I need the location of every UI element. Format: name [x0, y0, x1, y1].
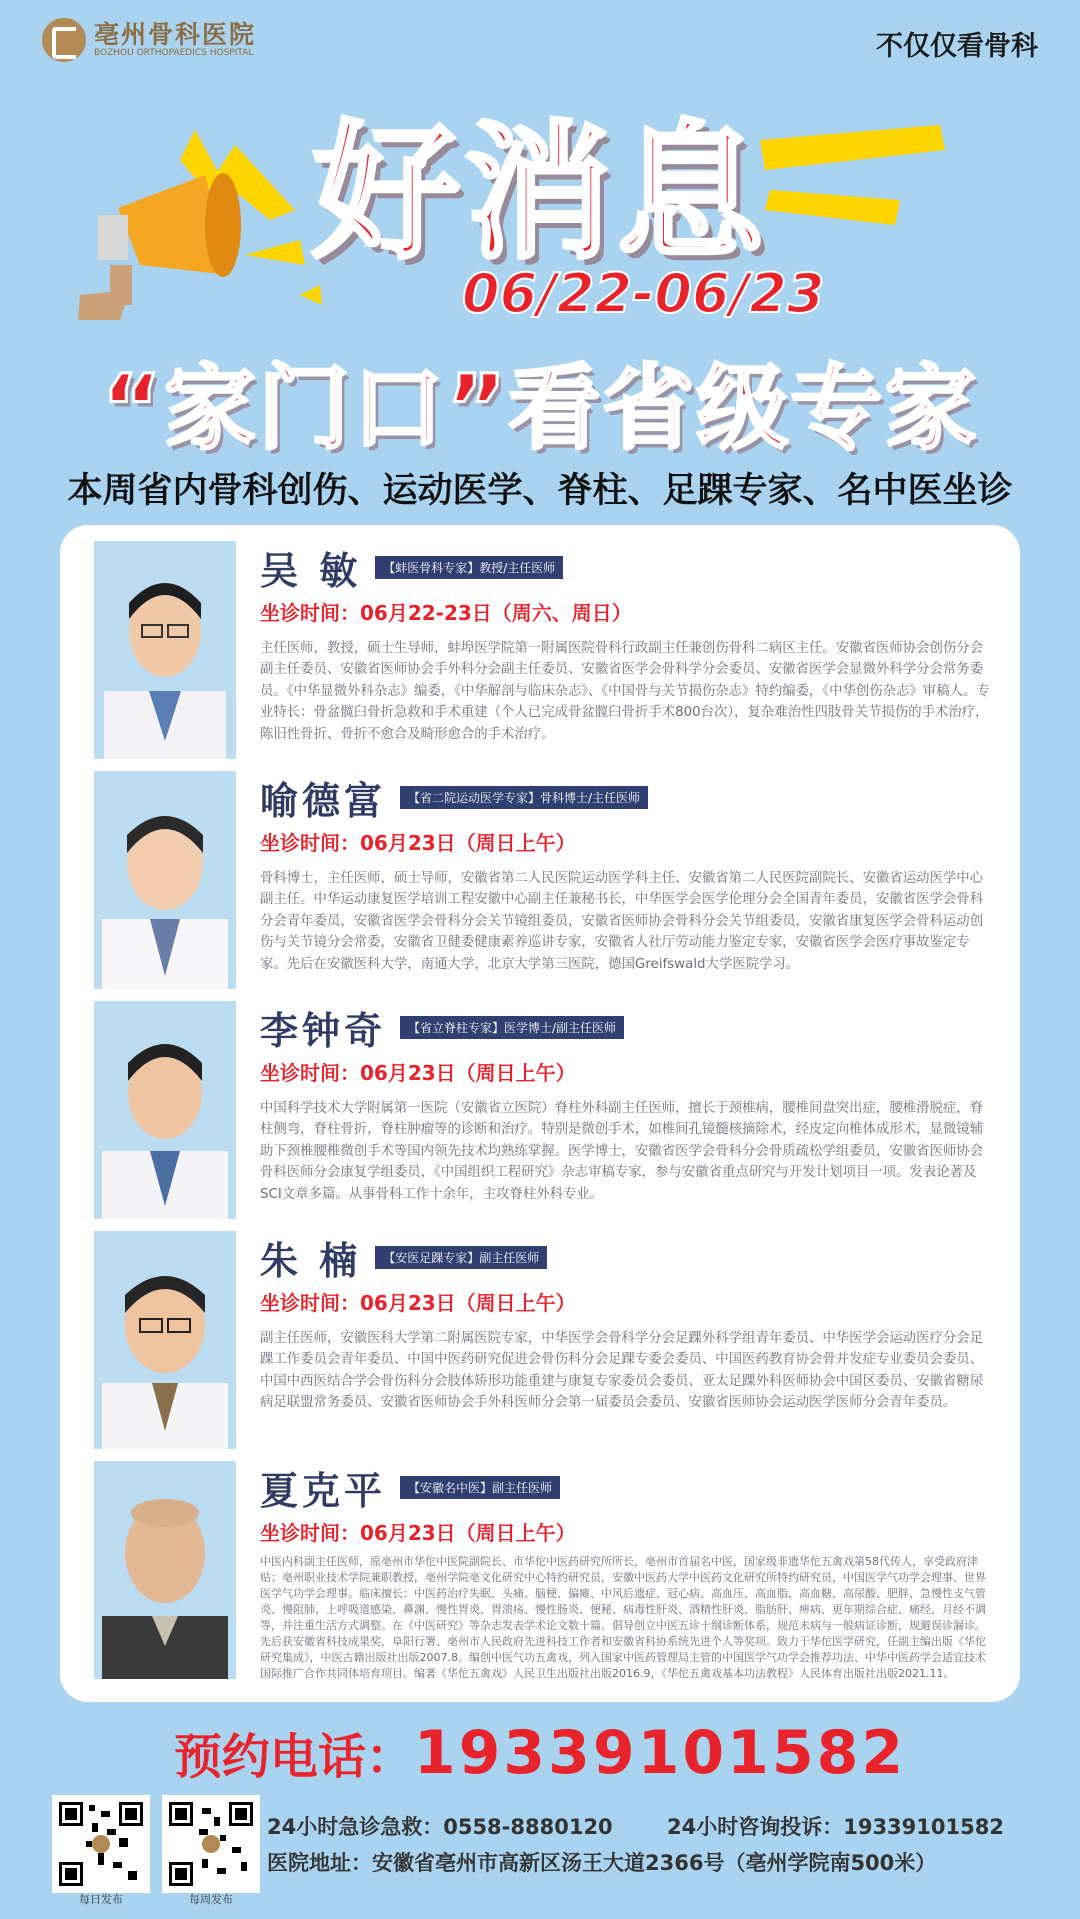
doctor-photo — [94, 1001, 236, 1219]
doctor-name: 李钟奇 — [260, 1008, 387, 1053]
hero — [0, 80, 1080, 330]
doctor-photo — [94, 1231, 236, 1449]
doctor-title-badge: 【省二院运动医学专家】骨科博士/主任医师 — [400, 786, 648, 809]
doctor-schedule: 坐诊时间：06月22-23日（周六、周日） — [260, 601, 632, 625]
doctor-card — [60, 1231, 1020, 1456]
headline: 好消息 — [312, 107, 768, 279]
doctor-bio: 骨科博士，主任医师，硕士导师，安徽省第二人民医院运动医学科主任、安徽省第二人民医院副院长、安徽省运动医学中心副主任。中华运动康复医学培训工程安徽中心副主任兼秘书长，中华医学会医学伦理分会全国青年委员，安徽省医学会骨科分会青年委员，安徽省医学会骨科分会关节镜组委员，安徽省医师协会骨科分会关节组委员，安徽省康复医学会骨科运动创伤与关节镜分会常委，安徽省卫健委健康素养巡讲专家，安徽省人社厅劳动能力鉴定专家，安徽省医学会医疗事故鉴定专家。先后在安徽医科大学，南通大学，北京大学第三医院，德国Greifswald大学医院学习。 — [260, 871, 984, 972]
doctor-card — [60, 541, 1020, 766]
doctor-title-badge: 【安徽名中医】副主任医师 — [400, 1476, 560, 1499]
footer — [0, 1795, 1080, 1919]
date-range: 06/22-06/23 — [462, 262, 825, 325]
hospital-logo-icon — [42, 18, 86, 62]
qr-code[interactable] — [52, 1795, 150, 1893]
intro-line: 本周省内骨科创伤、运动医学、脊柱、足踝专家、名中医坐诊 — [67, 471, 1013, 511]
doctor-title-badge: 【蚌医骨科专家】教授/主任医师 — [375, 556, 563, 579]
top-header — [0, 0, 1080, 80]
doctor-name: 朱 楠 — [260, 1238, 362, 1283]
doctor-bio: 副主任医师，安徽医科大学第二附属医院专家，中华医学会骨科学分会足踝外科学组青年委员、中华医学会运动医疗分会足踝工作委员会青年委员、中国中医药研究促进会骨伤科分会足踝专委会委员、中国医药教育协会骨并发症专业委员会委员、中国中西医结合学会骨伤科分会肢体矫形功能重建与康复专家委员会委员、亚太足踝外科医师协会中国区委员、安徽省糖尿病足联盟常务委员、安徽省医师协会手外科医师分会第一届委员会委员、安徽省医师协会运动医学医师分会青年委员。 — [260, 1331, 984, 1411]
subheadline: “家门口”看省级专家 — [101, 355, 979, 462]
doctor-name: 喻德富 — [260, 778, 387, 823]
logo-name-en: BOZHOU ORTHOPAEDICS HOSPITAL — [94, 48, 254, 58]
doctor-photo — [94, 771, 236, 989]
booking-label: 预约电话： — [173, 1729, 414, 1785]
doctor-list-panel — [60, 525, 1020, 1702]
complaint-line: 24小时咨询投诉：19339101582 — [667, 1815, 1004, 1839]
booking-number[interactable]: 19339101582 — [413, 1718, 907, 1788]
doctor-photo — [94, 541, 236, 759]
booking-phone[interactable] — [0, 1718, 1080, 1788]
qr-caption: 每日发布 — [79, 1893, 123, 1906]
emergency-line: 24小时急诊急救：0558-8880120 — [267, 1815, 613, 1839]
hospital-address: 医院地址：安徽省亳州市高新区汤王大道2366号（亳州学院南500米） — [267, 1851, 937, 1875]
doctor-name: 吴 敏 — [260, 548, 362, 593]
doctor-bio: 主任医师，教授，硕士生导师，蚌埠医学院第一附属医院骨科行政副主任兼创伤骨科二病区主任。安徽省医师协会创伤分会副主任委员、安徽省医师协会手外科分会副主任委员、安徽省医学会骨科学分会委员、安徽省医学会显微外科学分会常务委员。《中华显微外科杂志》编委，《中华解剖与临床杂志》、《中国骨与关节损伤杂志》特约编委，《中华创伤杂志》审稿人。专业特长：骨盆髋臼骨折急救和手术重建（个人已完成骨盆髋臼骨折手术800台次），复杂难治性四肢骨关节损伤的手术治疗，陈旧性骨折、骨折不愈合及畸形愈合的手术治疗。 — [260, 641, 990, 742]
doctor-card — [60, 1001, 1020, 1226]
doctor-name: 夏克平 — [260, 1468, 387, 1513]
doctor-bio: 中医内科副主任医师，原亳州市华佗中医院副院长、市华佗中医药研究所所长，亳州市首届名中医，国家级非遗华佗五禽戏第58代传人，享受政府津贴；亳州职业技术学院兼职教授，亳州学院亳文化研究中心特约研究员，安徽中医药大学中医药文化研究所特约研究员，中国医学气功学会理事、世界医学气功学会理事。临床擅长：中医药治疗失眠、头痛、脑梗、偏瘫、中风后遗症、冠心病、高血压、高血脂、高血糖、高尿酸、肥胖、急慢性支气管炎、慢阻肺、上呼吸道感染、鼻渊、慢性胃炎、胃溃疡、慢性肠炎、便秘、病毒性肝炎、酒精性肝炎、脂肪肝、痹病、更年期综合症、痛经、月经不调等，并注重生活方式调整。在《中医研究》等杂志发表学术论文数十篇。倡导创立中医五诊十纲诊断体系，规范未病与一般病证诊断，规避误诊漏诊。先后获安徽省科技成果奖，阜阳行署、亳州市人民政府先进科技工作者和安徽省科协系统先进个人等奖项。致力于华佗医学研究，任副主编出版《华佗研究集成》，中医古籍出版社出版2007.8。编创中医气功五禽戏，列入国家中医药管理局主管的中国医学气功学会推荐功法、中华中医药学会适宜技术国际推广合作共同体培育项目。编著《华佗五禽戏》人民卫生出版社出版2016.9，《华佗五禽戏基本功法教程》人民体育出版社出版2021.11。 — [260, 1555, 986, 1680]
doctor-schedule: 坐诊时间：06月23日（周日上午） — [260, 831, 576, 855]
tagline: 不仅仅看骨科 — [876, 31, 1038, 62]
logo-name-cn: 亳州骨科医院 — [94, 20, 257, 49]
doctor-title-badge: 【省立脊柱专家】医学博士/副主任医师 — [400, 1016, 624, 1039]
doctor-photo — [94, 1461, 236, 1679]
doctor-schedule: 坐诊时间：06月23日（周日上午） — [260, 1521, 576, 1545]
hospital-logo — [42, 18, 256, 62]
doctor-schedule: 坐诊时间：06月23日（周日上午） — [260, 1291, 576, 1315]
qr-caption: 每周发布 — [189, 1893, 233, 1906]
doctor-card — [60, 1461, 1020, 1696]
qr-code[interactable] — [162, 1795, 260, 1893]
doctor-schedule: 坐诊时间：06月23日（周日上午） — [260, 1061, 576, 1085]
doctor-bio: 中国科学技术大学附属第一医院（安徽省立医院）脊柱外科副主任医师，擅长于颈椎病，腰椎间盘突出症，腰椎滑脱症，脊柱侧弯，脊柱骨折，脊柱肿瘤等的诊断和治疗。特别是微创手术，如椎间孔镜髓核摘除术，经皮定向椎体成形术，显微镜辅助下颈椎腰椎微创手术等国内领先技术均熟练掌握。医学博士，安徽省医学会骨科分会骨质疏松学组委员，安徽省医师协会骨科医师分会康复学组委员，《中国组织工程研究》杂志审稿专家，参与安徽省重点研究与开发计划项目一项。发表论著及SCI文章多篇。从事骨科工作十余年，主攻脊柱外科专业。 — [260, 1101, 984, 1202]
doctor-card — [60, 771, 1020, 996]
doctor-title-badge: 【安医足踝专家】副主任医师 — [375, 1246, 547, 1269]
